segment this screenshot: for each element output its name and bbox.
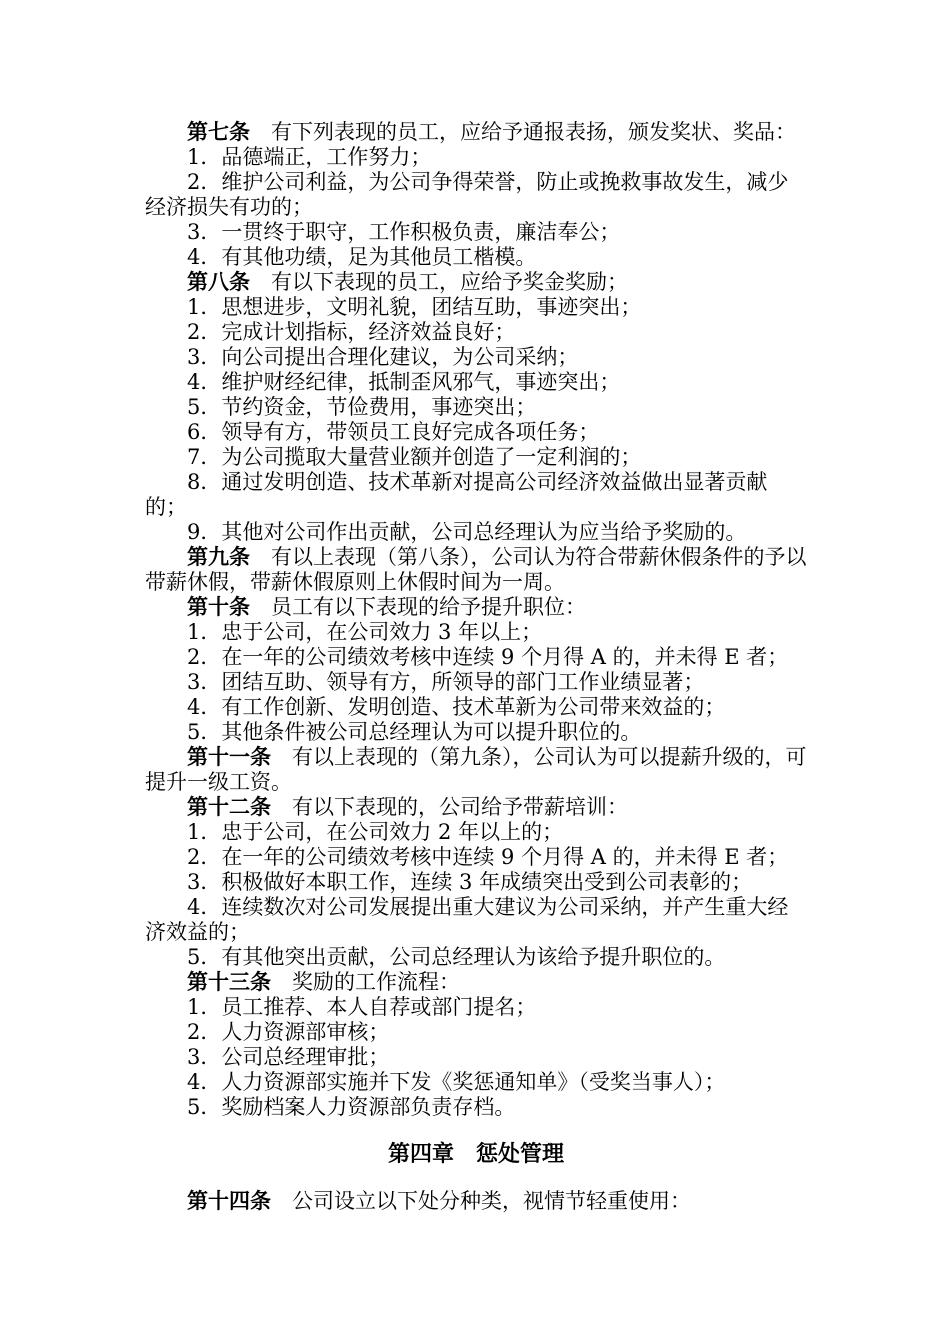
document-body (145, 120, 807, 1214)
list-item: 3．积极做好本职工作，连续 3 年成绩突出受到公司表彰的； (187, 870, 753, 894)
list-item: 2．人力资源部审核； (187, 1020, 390, 1044)
article-title: 第十一条 (187, 745, 271, 769)
article-14 (145, 1189, 807, 1214)
list-item: 2．在一年的公司绩效考核中连续 9 个月得 A 的，并未得 E 者； (187, 845, 789, 869)
list-item: 7．为公司揽取大量营业额并创造了一定利润的； (187, 445, 642, 469)
list-item: 1．思想进步，文明礼貌，团结互助，事迹突出； (187, 295, 642, 319)
list-item: 2．完成计划指标，经济效益良好； (187, 320, 516, 344)
article-text: 公司设立以下处分种类，视情节轻重使用： (292, 1189, 691, 1213)
list-item: 9．其他对公司作出贡献，公司总经理认为应当给予奖励的。 (187, 520, 747, 544)
list-item: 1．忠于公司，在公司效力 2 年以上的； (187, 820, 564, 844)
list-item: 2．维护公司利益，为公司争得荣誉，防止或挽救事故发生，减少经济损失有功的； (145, 170, 789, 219)
article-title: 第十四条 (187, 1189, 271, 1213)
article-text: 有以上表现的（第九条），公司认为可以提薪升级的，可提升一级工资。 (145, 745, 807, 794)
list-item: 6．领导有方，带领员工良好完成各项任务； (187, 420, 600, 444)
article-9 (145, 545, 807, 595)
list-item: 5．其他条件被公司总经理认为可以提升职位的。 (187, 720, 642, 744)
list-item: 4．人力资源部实施并下发《奖惩通知单》（受奖当事人）； (187, 1070, 726, 1094)
list-item: 5．奖励档案人力资源部负责存档。 (187, 1095, 516, 1119)
article-title: 第十三条 (187, 970, 271, 994)
list-item: 4．维护财经纪律，抵制歪风邪气，事迹突出； (187, 370, 621, 394)
article-7 (145, 120, 807, 145)
list-item: 5．节约资金，节俭费用，事迹突出； (187, 395, 537, 419)
article-13 (145, 970, 807, 995)
list-item: 5．有其他突出贡献，公司总经理认为该给予提升职位的。 (187, 945, 726, 969)
list-item: 4．连续数次对公司发展提出重大建议为公司采纳，并产生重大经济效益的； (145, 895, 789, 944)
list-item: 1．员工推荐、本人自荐或部门提名； (187, 995, 537, 1019)
article-8 (145, 270, 807, 295)
article-text: 有下列表现的员工，应给予通报表扬，颁发奖状、奖品： (271, 120, 796, 144)
article-text: 奖励的工作流程： (292, 970, 460, 994)
list-item: 2．在一年的公司绩效考核中连续 9 个月得 A 的，并未得 E 者； (187, 645, 789, 669)
list-item: 3．公司总经理审批； (187, 1045, 390, 1069)
article-text: 有以下表现的，公司给予带薪培训： (292, 795, 628, 819)
list-item: 4．有其他功绩，足为其他员工楷模。 (187, 245, 537, 269)
article-title: 第十二条 (187, 795, 271, 819)
article-title: 第十条 (187, 595, 250, 619)
article-11 (145, 745, 807, 795)
article-text: 有以下表现的员工，应给予奖金奖励； (271, 270, 628, 294)
article-10 (145, 595, 807, 620)
list-item: 1．忠于公司，在公司效力 3 年以上； (187, 620, 543, 644)
list-item: 8．通过发明创造、技术革新对提高公司经济效益做出显著贡献的； (145, 470, 768, 519)
list-item: 1．品德端正，工作努力； (187, 145, 432, 169)
article-title: 第九条 (187, 545, 250, 569)
article-12 (145, 795, 807, 820)
list-item: 3．向公司提出合理化建议，为公司采纳； (187, 345, 579, 369)
article-title: 第八条 (187, 270, 250, 294)
article-text: 员工有以下表现的给予提升职位： (271, 595, 586, 619)
article-text: 有以上表现（第八条），公司认为符合带薪休假条件的予以带薪休假，带薪休假原则上休假时间为一周。 (145, 545, 807, 594)
list-item: 3．一贯终于职守，工作积极负责，廉洁奉公； (187, 220, 621, 244)
list-item: 3．团结互助、领导有方，所领导的部门工作业绩显著； (187, 670, 705, 694)
chapter-heading: 第四章 惩处管理 (387, 1142, 564, 1167)
article-title: 第七条 (187, 120, 250, 144)
list-item: 4．有工作创新、发明创造、技术革新为公司带来效益的； (187, 695, 726, 719)
